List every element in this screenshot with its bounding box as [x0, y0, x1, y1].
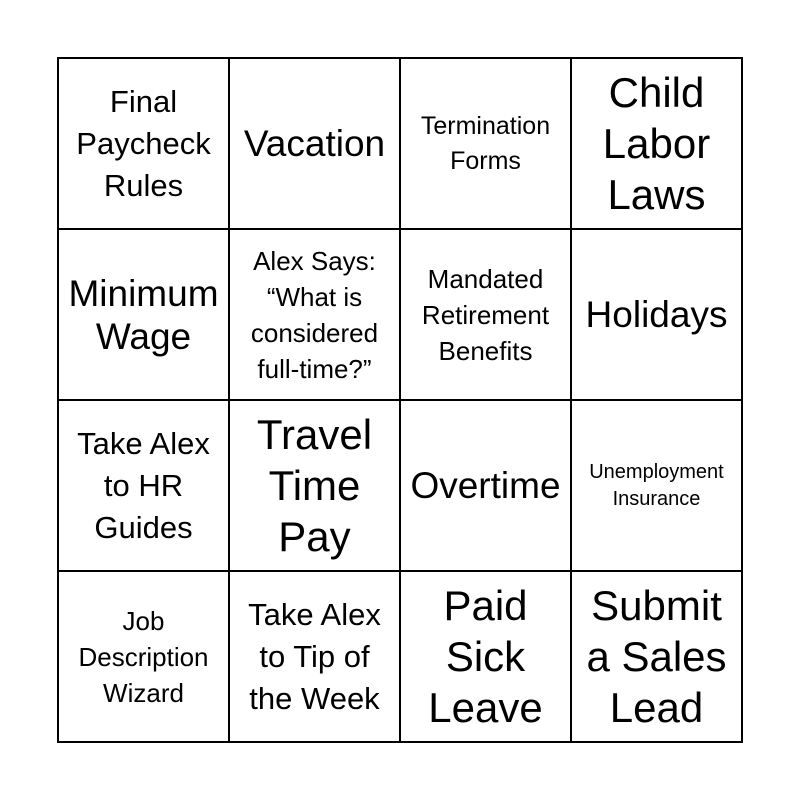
bingo-cell-label: Alex Says: “What is considered full-time?” — [250, 245, 379, 384]
bingo-cell-label: Take Alex to Tip of the Week — [248, 596, 381, 716]
bingo-cell-unemployment-insurance[interactable] — [572, 401, 743, 572]
bingo-cell-alex-says-full-time[interactable] — [230, 230, 401, 401]
bingo-cell-vacation[interactable] — [230, 59, 401, 230]
bingo-cell-minimum-wage[interactable] — [59, 230, 230, 401]
bingo-cell-label: Vacation — [243, 123, 386, 164]
bingo-board — [57, 57, 743, 743]
bingo-cell-final-paycheck-rules[interactable] — [59, 59, 230, 230]
bingo-cell-label: Termination Forms — [420, 111, 551, 175]
bingo-cell-label: Mandated Retirement Benefits — [421, 263, 550, 366]
bingo-cell-termination-forms[interactable] — [401, 59, 572, 230]
bingo-cell-label: Minimum Wage — [68, 272, 219, 357]
bingo-cell-label: Job Description Wizard — [78, 605, 209, 708]
bingo-cell-label: Final Paycheck Rules — [76, 83, 211, 203]
bingo-cell-label: Unemployment Insurance — [589, 460, 724, 510]
bingo-cell-child-labor-laws[interactable] — [572, 59, 743, 230]
bingo-cell-holidays[interactable] — [572, 230, 743, 401]
bingo-cell-travel-time-pay[interactable] — [230, 401, 401, 572]
bingo-cell-label: Overtime — [410, 465, 561, 506]
bingo-cell-mandated-retirement-benefits[interactable] — [401, 230, 572, 401]
bingo-cell-take-alex-to-tip-of-the-week[interactable] — [230, 572, 401, 743]
bingo-cell-take-alex-to-hr-guides[interactable] — [59, 401, 230, 572]
bingo-cell-label: Paid Sick Leave — [428, 582, 543, 731]
bingo-cell-submit-a-sales-lead[interactable] — [572, 572, 743, 743]
bingo-cell-overtime[interactable] — [401, 401, 572, 572]
bingo-cell-job-description-wizard[interactable] — [59, 572, 230, 743]
bingo-cell-paid-sick-leave[interactable] — [401, 572, 572, 743]
bingo-cell-label: Take Alex to HR Guides — [77, 425, 210, 545]
bingo-cell-label: Submit a Sales Lead — [586, 582, 727, 731]
bingo-cell-label: Travel Time Pay — [256, 411, 373, 560]
bingo-cell-label: Child Labor Laws — [602, 69, 711, 218]
bingo-cell-label: Holidays — [585, 294, 728, 335]
